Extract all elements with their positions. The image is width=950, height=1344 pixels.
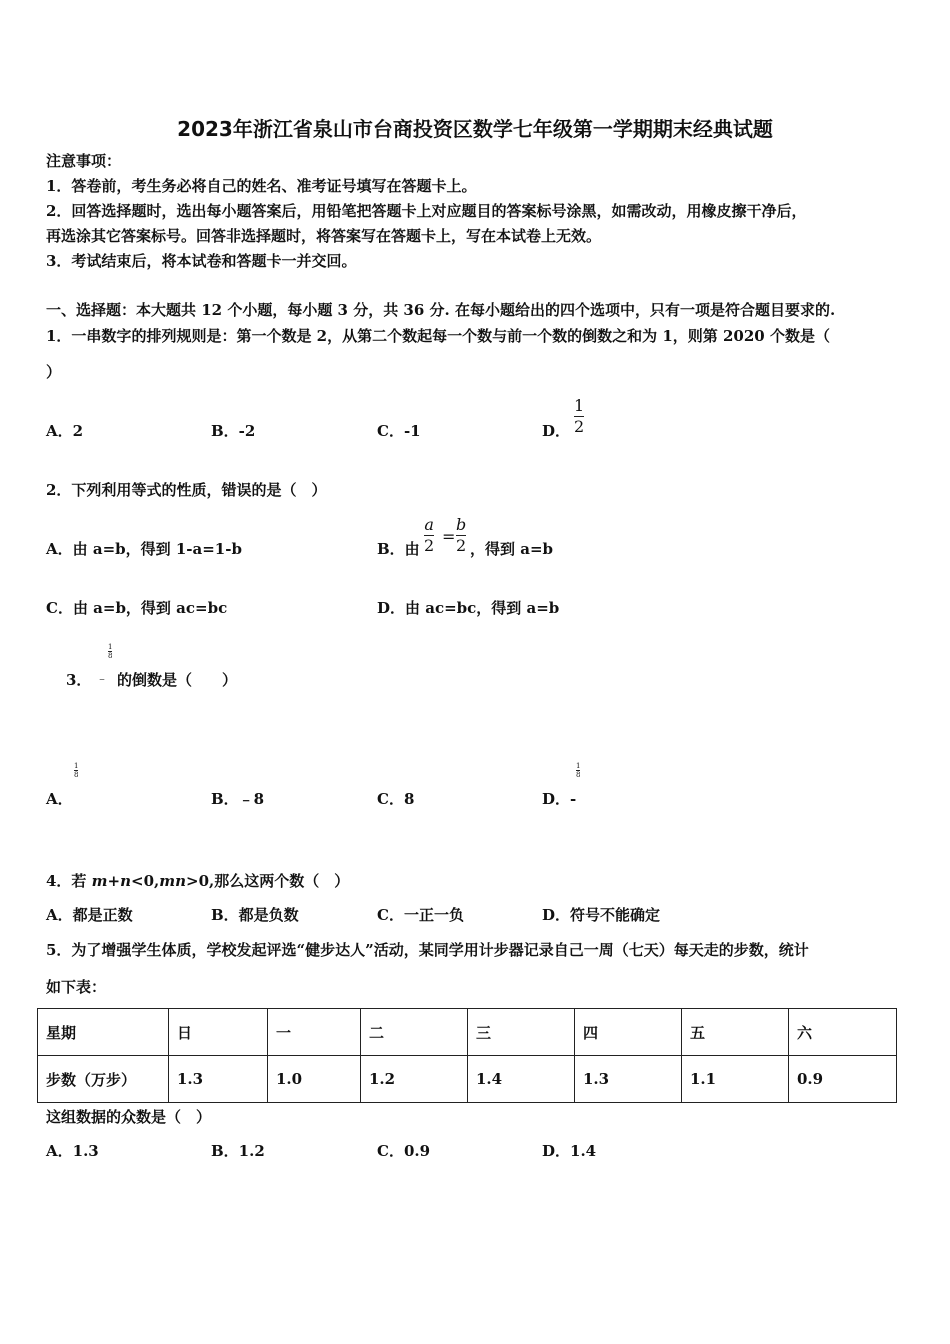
q5-question: 这组数据的众数是（ ） bbox=[46, 1108, 212, 1126]
q1-stem: 1．一串数字的排列规则是：第一个数是 2，从第二个数起每一个数与前一个数的倒数之和为 1，则第 2020 个数是（ bbox=[46, 327, 830, 345]
q3-option-a: A． bbox=[46, 790, 73, 808]
q1-option-d: D． bbox=[542, 422, 571, 440]
page-title: 2023年浙江省泉山市台商投资区数学七年级第一学期期末经典试题 bbox=[177, 117, 773, 141]
notice-item-2b: 再选涂其它答案标号。回答非选择题时，将答案写在答题卡上，写在本试卷上无效。 bbox=[46, 227, 602, 245]
q2-stem: 2．下列利用等式的性质，错误的是（ ） bbox=[46, 481, 327, 499]
q4-option-c: C．一正一负 bbox=[377, 906, 464, 924]
q5-stem: 5．为了增强学生体质，学校发起评选“健步达人”活动，某同学用计步器记录自己一周（七天）每天走的步数，统计 bbox=[46, 941, 809, 959]
fraction-numerator: 1 bbox=[74, 762, 79, 770]
q4-expr-sum: m+n bbox=[91, 872, 132, 890]
fraction-denominator: 2 bbox=[574, 417, 585, 436]
table-cell: 二 bbox=[361, 1009, 468, 1056]
q2-option-b-right-fraction bbox=[456, 515, 466, 556]
fraction-numerator: b bbox=[456, 515, 467, 534]
fraction-numerator: 1 bbox=[576, 762, 581, 770]
fraction-denominator: 2 bbox=[424, 536, 435, 555]
table-cell: 星期 bbox=[38, 1009, 169, 1056]
q4-option-a: A．都是正数 bbox=[46, 906, 133, 924]
q3-option-d: D．- bbox=[542, 790, 577, 808]
notice-heading: 注意事项： bbox=[46, 152, 122, 170]
q2-option-b-equals: = bbox=[442, 527, 456, 546]
table-cell: 1.3 bbox=[169, 1056, 268, 1103]
table-cell: 1.4 bbox=[468, 1056, 575, 1103]
notice-item-1: 1．答卷前，考生务必将自己的姓名、准考证号填写在答题卡上。 bbox=[46, 177, 477, 195]
table-header-row bbox=[38, 1009, 897, 1056]
q1-option-c: C．-1 bbox=[377, 422, 421, 440]
fraction-denominator: 2 bbox=[456, 536, 467, 555]
table-cell: 日 bbox=[169, 1009, 268, 1056]
q3-option-a-fraction bbox=[74, 762, 78, 779]
table-cell: 三 bbox=[468, 1009, 575, 1056]
table-row bbox=[38, 1056, 897, 1103]
q3-stem-fraction bbox=[108, 643, 112, 660]
q4-option-d: D．符号不能确定 bbox=[542, 906, 661, 924]
q2-option-b-prefix: B．由 bbox=[377, 540, 420, 558]
table-cell: 1.3 bbox=[575, 1056, 682, 1103]
q2-option-b-suffix: ，得到 a=b bbox=[470, 540, 553, 558]
q4-mid: <0, bbox=[131, 872, 160, 890]
q2-option-d: D．由 ac=bc，得到 a=b bbox=[377, 599, 560, 617]
q1-stem-close: ） bbox=[46, 363, 62, 381]
table-cell: 0.9 bbox=[789, 1056, 897, 1103]
fraction-denominator: 8 bbox=[108, 652, 113, 660]
q2-option-b-left-fraction bbox=[424, 515, 434, 556]
q5-option-d: D．1.4 bbox=[542, 1142, 597, 1160]
q1-option-a: A．2 bbox=[46, 422, 84, 440]
table-cell: 五 bbox=[682, 1009, 789, 1056]
q3-option-d-fraction bbox=[576, 762, 580, 779]
table-cell: 1.2 bbox=[361, 1056, 468, 1103]
fraction-numerator: 1 bbox=[108, 643, 113, 651]
q3-option-c: C．8 bbox=[377, 790, 415, 808]
q2-option-a: A．由 a=b，得到 1-a=1-b bbox=[46, 540, 242, 558]
q5-stem-continued: 如下表： bbox=[46, 978, 107, 996]
q3-minus-sign: ﹣ bbox=[96, 671, 109, 685]
steps-table bbox=[37, 1008, 897, 1103]
fraction-denominator: 8 bbox=[74, 771, 79, 779]
q1-option-d-fraction bbox=[574, 396, 584, 437]
q5-option-a: A．1.3 bbox=[46, 1142, 99, 1160]
q3-stem: 的倒数是（ ） bbox=[117, 671, 238, 689]
table-cell: 1.1 bbox=[682, 1056, 789, 1103]
q4-prefix: 4．若 bbox=[46, 872, 92, 890]
section-heading: 一、选择题：本大题共 12 个小题，每小题 3 分，共 36 分. 在每小题给出的四个选项中，只有一项是符合题目要求的. bbox=[46, 301, 836, 319]
q5-option-b: B．1.2 bbox=[211, 1142, 265, 1160]
q3-option-b: B．﹣8 bbox=[211, 790, 265, 808]
q2-option-c: C．由 a=b，得到 ac=bc bbox=[46, 599, 228, 617]
fraction-denominator: 8 bbox=[576, 771, 581, 779]
q4-expr-product: mn bbox=[159, 872, 187, 890]
table-cell: 一 bbox=[268, 1009, 361, 1056]
q4-suffix: >0,那么这两个数（ ） bbox=[186, 872, 350, 890]
table-cell: 六 bbox=[789, 1009, 897, 1056]
q4-option-b: B．都是负数 bbox=[211, 906, 299, 924]
fraction-numerator: 1 bbox=[574, 396, 585, 415]
notice-item-2a: 2．回答选择题时，选出每小题答案后，用铅笔把答题卡上对应题目的答案标号涂黑，如需改动，用橡皮擦干净后， bbox=[46, 202, 807, 220]
fraction-numerator: a bbox=[424, 515, 434, 534]
table-cell: 1.0 bbox=[268, 1056, 361, 1103]
q5-option-c: C．0.9 bbox=[377, 1142, 431, 1160]
table-cell: 步数（万步） bbox=[38, 1056, 169, 1103]
q4-stem bbox=[46, 871, 349, 891]
notice-item-3: 3．考试结束后，将本试卷和答题卡一并交回。 bbox=[46, 252, 357, 270]
q1-option-b: B．-2 bbox=[211, 422, 256, 440]
table-cell: 四 bbox=[575, 1009, 682, 1056]
q3-number: 3． bbox=[66, 671, 92, 689]
